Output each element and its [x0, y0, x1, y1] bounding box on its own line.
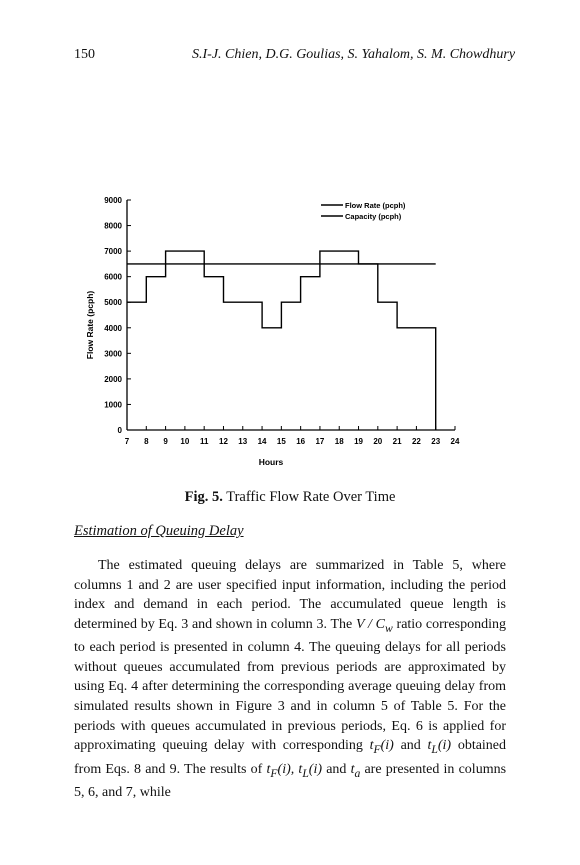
x-tick-label: 13 [238, 437, 248, 446]
x-axis-label: Hours [258, 457, 284, 467]
running-header-authors: S.I-J. Chien, D.G. Goulias, S. Yahalom, S. M. Chowdhury [192, 47, 516, 62]
x-tick-label: 24 [450, 437, 460, 446]
x-tick-label: 10 [180, 437, 190, 446]
figure-caption [0, 489, 580, 506]
tf-symbol: $t_F(i)$ [369, 738, 394, 756]
body-sentence-1: The estimated queuing delays are summarized in Table 5, where columns 1 and 2 are user specified input information, including the period index and demand in each period. The accumulated queue length is determined by Eq. 3 and shown in column 3. The [74, 558, 506, 632]
y-tick-label: 8000 [104, 221, 122, 231]
tf-result-symbol: $t_F(i)$, [266, 761, 295, 780]
y-tick-label: 3000 [104, 349, 122, 359]
x-tick-label: 18 [334, 437, 344, 446]
y-tick-label: 5000 [104, 298, 122, 308]
x-tick-label: 7 [124, 437, 130, 446]
x-tick-label: 21 [392, 437, 402, 446]
x-tick-label: 16 [296, 437, 306, 446]
legend-capacity-label: Capacity (pcph) [345, 212, 402, 221]
y-tick-label: 1000 [104, 400, 122, 410]
x-tick-label: 22 [411, 437, 421, 446]
x-tick-label: 12 [219, 437, 228, 446]
x-tick-label: 17 [315, 437, 325, 446]
body-sentence-6: are presented in columns 5, 6, and 7, while [74, 761, 507, 800]
vc-ratio-symbol: V / $C_w$ [356, 616, 393, 635]
y-tick-label: 6000 [104, 272, 122, 282]
x-tick-label: 11 [199, 437, 209, 446]
tl-result-symbol: $t_L(i)$ [298, 761, 323, 780]
legend-flow-rate-label: Flow Rate (pcph) [345, 201, 406, 210]
y-tick-label: 4000 [104, 323, 122, 333]
y-tick-label: 2000 [104, 374, 122, 384]
caption-label: Fig. 5. [184, 489, 223, 505]
ta-symbol: $t_a$ [350, 761, 361, 780]
x-tick-label: 15 [276, 437, 286, 446]
y-tick-label: 9000 [104, 196, 122, 205]
y-tick-label: 7000 [104, 247, 122, 257]
x-tick-label: 9 [163, 437, 168, 446]
body-sentence-2: ratio corresponding to each period is presented in column 4. The queuing delays for all periods without queues accumulated from previous periods are approximated by using Eq. 4 after determining the corresponding average queuing delay from simulated results shown in Figure 3 and in column 5 of Table 5. For the periods with queues accumulated in previous periods, Eq. 6 is applied for approximating queuing delay with corresponding [74, 616, 507, 754]
tl-symbol: $t_L(i)$ [427, 738, 452, 756]
section-heading: Estimation of Queuing Delay [74, 523, 244, 539]
x-tick-label: 14 [257, 437, 267, 446]
x-tick-label: 19 [354, 437, 363, 446]
x-tick-label: 23 [431, 437, 441, 446]
y-axis-label: Flow Rate (pcph) [85, 290, 95, 360]
x-tick-label: 20 [373, 437, 383, 446]
page-number: 150 [74, 47, 95, 62]
body-paragraph: The estimated queuing delays are summarized in Table 5, where columns 1 and 2 are user specified input information, including the period index and demand in each period. The accumulated queue length is determined by Eq. 3 and shown in column 3. The V / $C_w$ ratio corresponding to each period is presented in column 4. The queuing delays for all periods without queues accumulated from previous periods are approximated by using Eq. 4 after determining the corresponding average queuing delay from simulated results shown in Figure 3 and in column 5 of Table 5. For the periods with queues accumulated in previous periods, Eq. 6 is applied for approximating queuing delay with corresponding $t_F(i)$ and $t_L(i)$ obtained from Eqs. 8 and 9. The results of $t_F(i)$, $t_L(i)$ and $t_a$ are presented in columns 5, 6, and 7, while [74, 558, 507, 800]
caption-text: Traffic Flow Rate Over Time [226, 489, 396, 505]
y-tick-label: 0 [117, 426, 122, 435]
x-tick-label: 8 [144, 437, 149, 446]
flow-rate-series [127, 251, 436, 430]
body-sentence-4: obtained from Eqs. 8 and 9. The results of [74, 738, 507, 777]
